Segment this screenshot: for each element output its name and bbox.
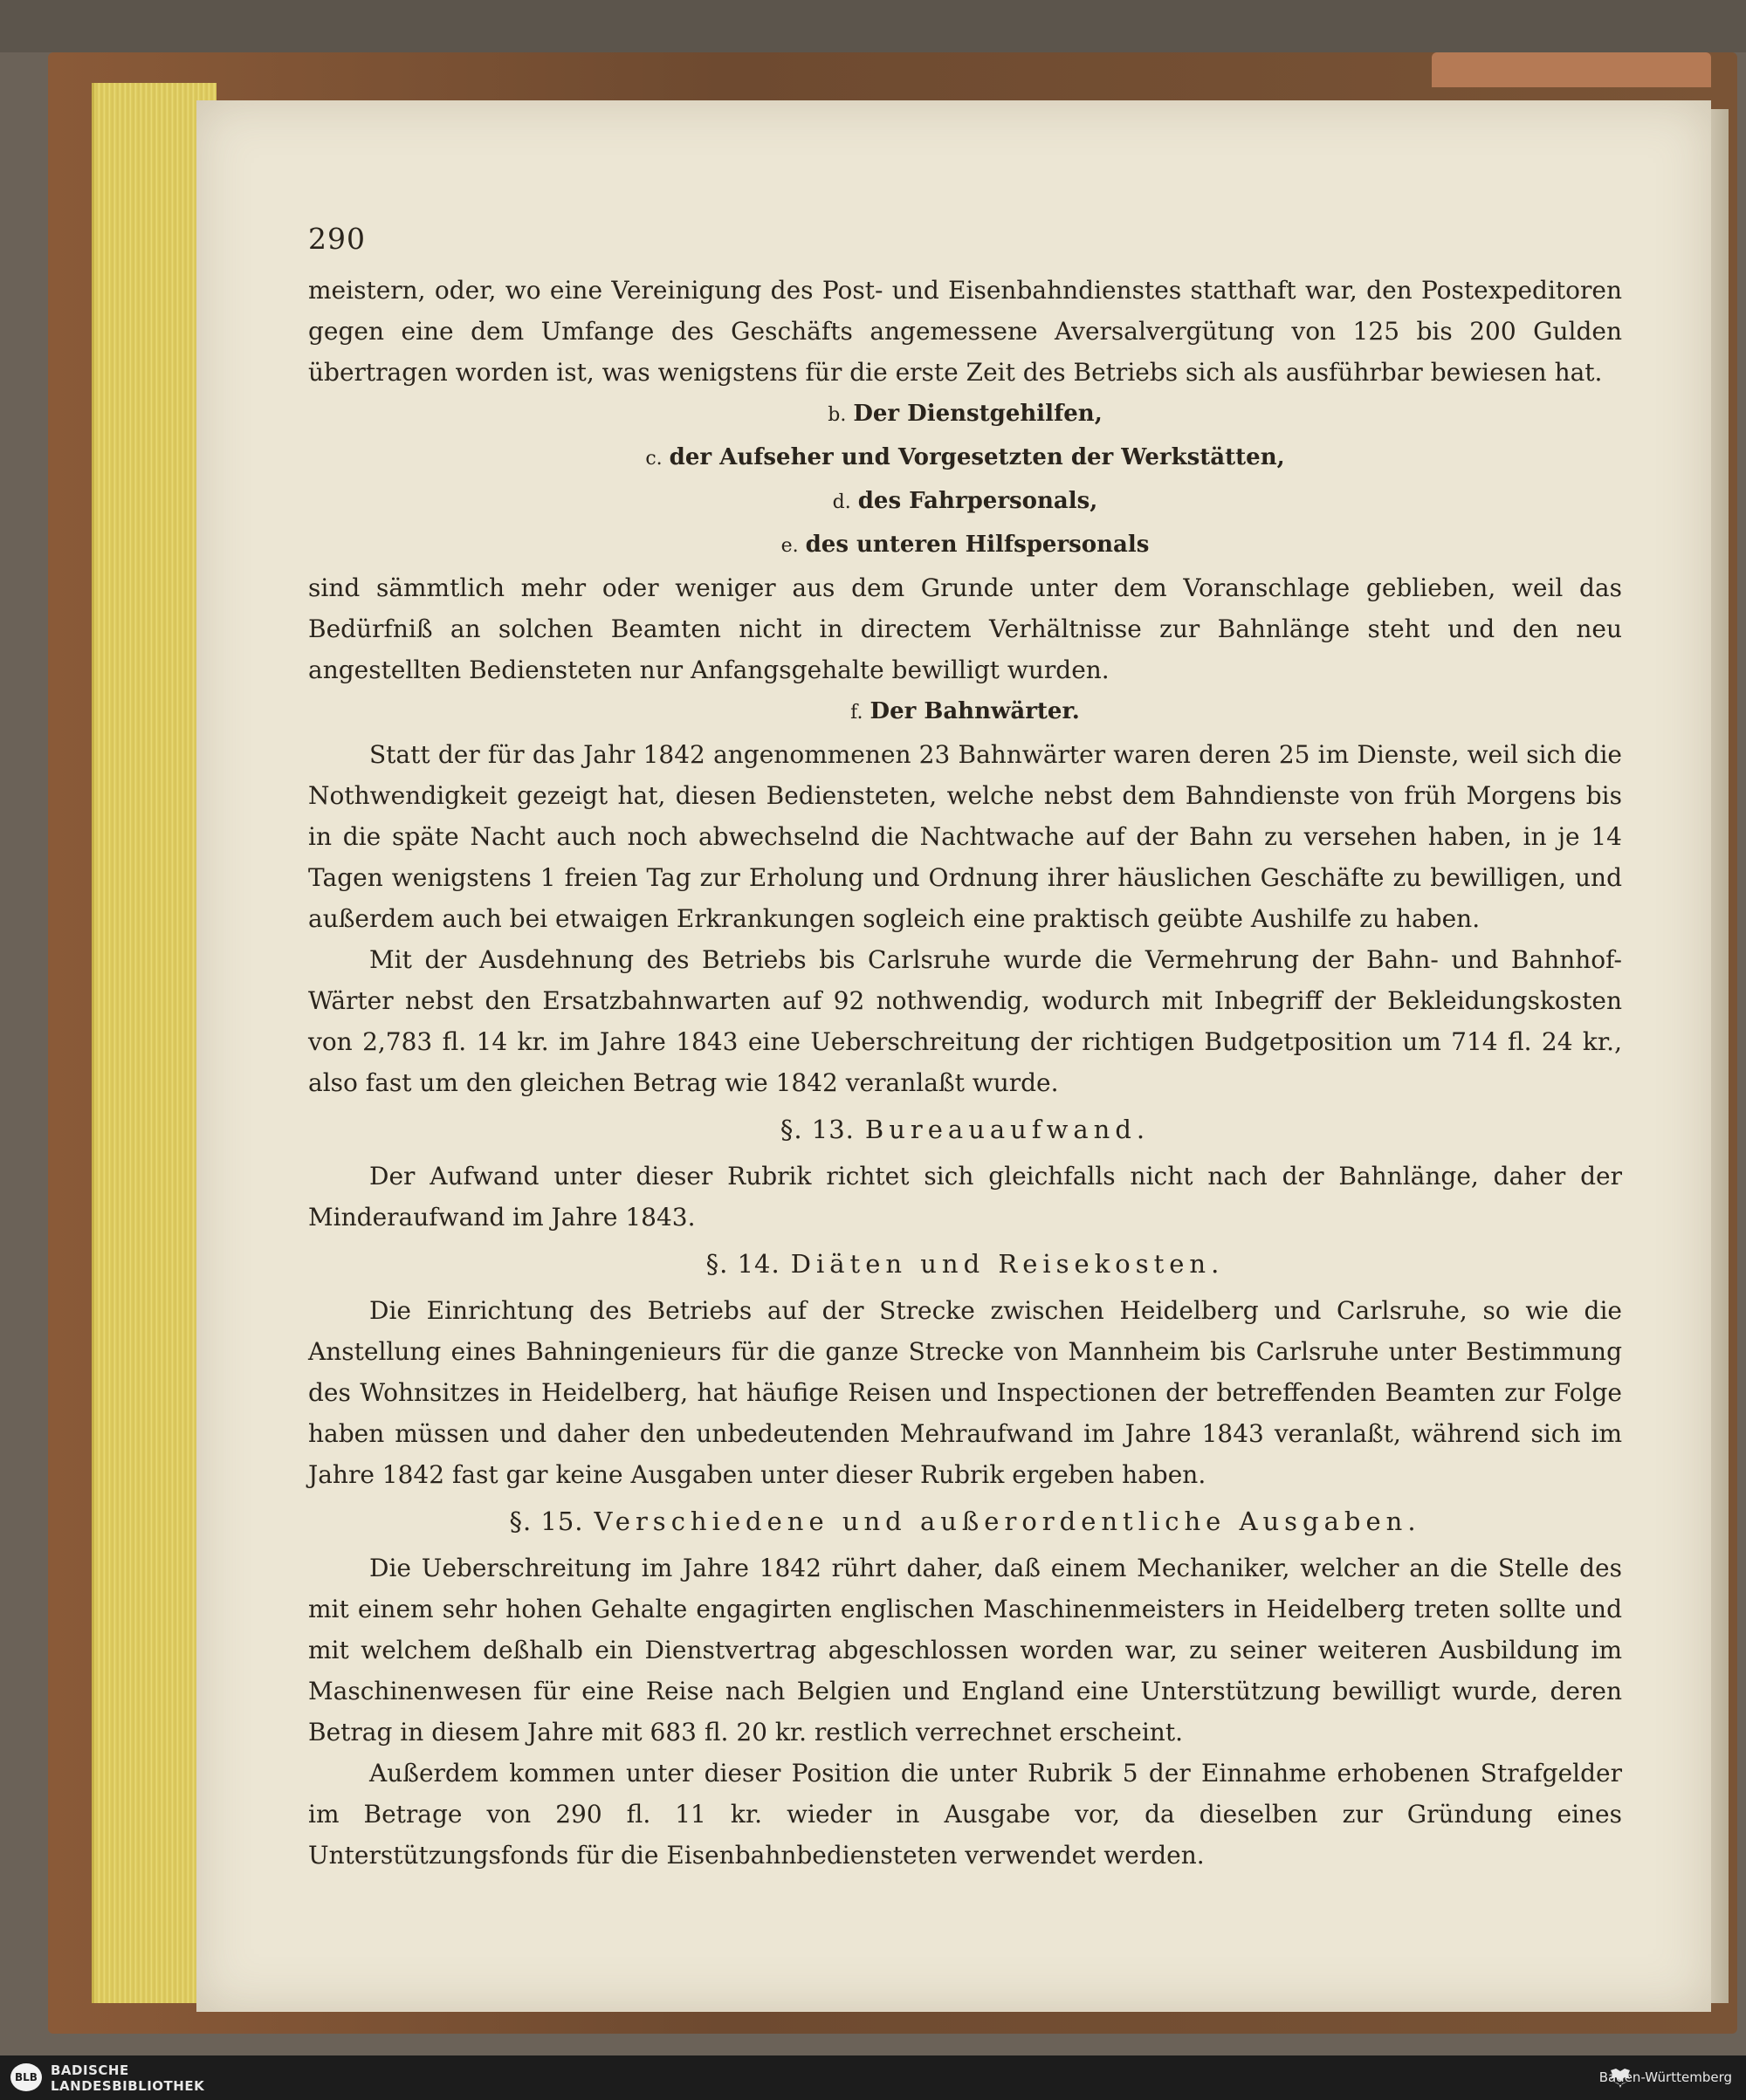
book-cover-corner	[1432, 52, 1711, 87]
list-text: Der Bahnwärter.	[870, 698, 1080, 724]
list-label: e.	[780, 535, 799, 557]
section-heading-14	[308, 1241, 1622, 1287]
list-text: der Aufseher und Vorgesetzten der Werkstätten,	[669, 444, 1285, 470]
paragraph-diaeten: Die Einrichtung des Betriebs auf der Strecke zwischen Heidelberg und Carlsruhe, so wie die Anstellung eines Bahningenieurs für die ganze Strecke von Mannheim bis Carlsruhe unter Bestimmung des Wohnsitzes in Heidelberg, hat häufige Reisen und Inspectionen der betreffenden Beamten zur Folge haben müssen und daher den unbedeutenden Mehraufwand im Jahre 1843 veranlaßt, während sich im Jahre 1842 fast gar keine Ausgaben unter dieser Rubrik ergeben haben.	[308, 1296, 1622, 1489]
list-label: c.	[645, 448, 663, 470]
paragraph-verschiedene-1: Die Ueberschreitung im Jahre 1842 rührt daher, daß einem Mechaniker, welcher an die Stelle des mit einem sehr hohen Gehalte engagirten englischen Maschinenmeisters in Heidelberg treten sollte und mit welchem deßhalb ein Dienstvertrag abgeschlossen worden war, zu seiner weiteren Ausbildung im Maschinenwesen für eine Reise nach Belgien und England eine Unterstützung bewilligt wurde, deren Betrag in diesem Jahre mit 683 fl. 20 kr. restlich verrechnet erscheint.	[308, 1554, 1622, 1747]
section-number: §. 15.	[509, 1506, 584, 1536]
paragraph-bahnwaerter-2: Mit der Ausdehnung des Betriebs bis Carlsruhe wurde die Vermehrung der Bahn- und Bahnhof-Wärter nebst den Ersatzbahnwarten auf 92 nothwendig, wodurch mit Inbegriff der Bekleidungskosten von 2,783 fl. 14 kr. im Jahre 1843 eine Ueberschreitung der richtigen Budgetposition um 714 fl. 24 kr., also fast um den gleichen Betrag wie 1842 veranlaßt wurde.	[308, 945, 1622, 1097]
viewer-footer	[0, 2055, 1746, 2100]
scan-background	[0, 0, 1746, 52]
list-item-b	[308, 393, 1622, 436]
section-heading-15	[308, 1499, 1622, 1544]
book-page	[196, 100, 1711, 2012]
section-title: Verschiedene und außerordentliche Ausgaben.	[594, 1506, 1421, 1536]
section-number: §. 13.	[780, 1115, 855, 1144]
library-name	[51, 2062, 204, 2094]
list-text: des Fahrpersonals,	[857, 488, 1098, 514]
list-label: b.	[828, 404, 847, 426]
library-logo[interactable]: BLB	[10, 2063, 42, 2091]
paragraph-bahnwaerter-1: Statt der für das Jahr 1842 angenommenen 23 Bahnwärter waren deren 25 im Dienste, weil sich die Nothwendigkeit gezeigt hat, diesen Bediensteten, welche nebst dem Bahndienste von früh Morgens bis in die späte Nacht auch noch abwechselnd die Nachtwache auf der Bahn zu versehen haben, in je 14 Tagen wenigstens 1 freien Tag zur Erholung und Ordnung ihrer häuslichen Geschäfte zu bewilligen, und außerdem auch bei etwaigen Erkrankungen sogleich eine praktisch geübte Aushilfe zu haben.	[308, 740, 1622, 933]
list-item-d	[308, 480, 1622, 524]
paragraph-intro: meistern, oder, wo eine Vereinigung des Post- und Eisenbahndienstes statthaft war, den Postexpeditoren gegen eine dem Umfange des Geschäfts angemessene Aversalvergütung von 125 bis 200 Gulden übertragen worden ist, was wenigstens für die erste Zeit des Betriebs sich als ausführbar bewiesen hat.	[308, 276, 1622, 387]
section-number: §. 14.	[705, 1249, 780, 1279]
state-name[interactable]: Baden-Württemberg	[1598, 2069, 1732, 2085]
list-label: d.	[832, 491, 851, 513]
paragraph-bureau: Der Aufwand unter dieser Rubrik richtet sich gleichfalls nicht nach der Bahnlänge, daher der Minderaufwand im Jahre 1843.	[308, 1162, 1622, 1232]
list-item-e	[308, 524, 1622, 567]
section-title: Bureauaufwand.	[864, 1115, 1151, 1144]
list-text: des unteren Hilfspersonals	[805, 532, 1150, 558]
list-label: f.	[850, 702, 863, 724]
paragraph-list-summary: sind sämmtlich mehr oder weniger aus dem Grunde unter dem Voranschlage geblieben, weil das Bedürfniß an solchen Beamten nicht in directem Verhältnisse zur Bahnlänge steht und den neu angestellten Bediensteten nur Anfangsgehalte bewilligt wurden.	[308, 573, 1622, 684]
section-heading-13	[308, 1107, 1622, 1152]
page-content	[308, 218, 1622, 1876]
list-text: Der Dienstgehilfen,	[853, 401, 1103, 427]
library-name-line1: BADISCHE	[51, 2062, 129, 2078]
library-name-line2: LANDESBIBLIOTHEK	[51, 2078, 205, 2094]
list-item-f	[308, 690, 1622, 734]
section-title: Diäten und Reisekosten.	[790, 1249, 1225, 1279]
paragraph-verschiedene-2: Außerdem kommen unter dieser Position die unter Rubrik 5 der Einnahme erhobenen Strafgelder im Betrage von 290 fl. 11 kr. wieder in Ausgabe vor, da dieselben zur Gründung eines Unterstützungsfonds für die Eisenbahnbediensteten verwendet werden.	[308, 1759, 1622, 1870]
page-number: 290	[308, 222, 366, 256]
list-item-c	[308, 436, 1622, 480]
